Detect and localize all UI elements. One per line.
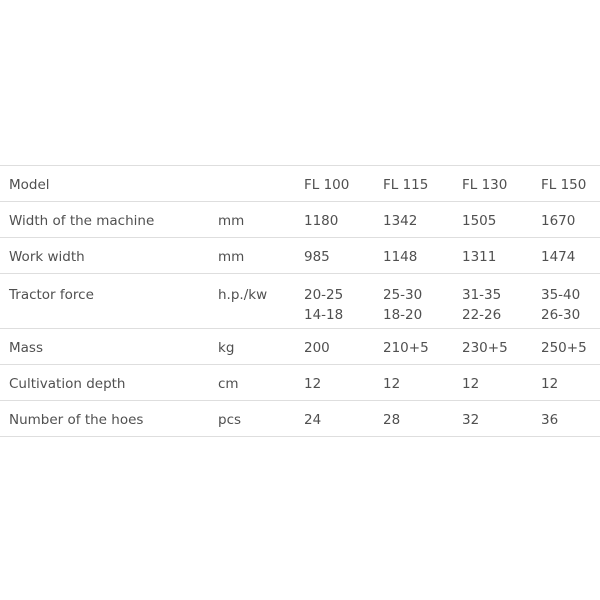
header-model-cell xyxy=(383,166,462,202)
row-label-cell xyxy=(0,274,218,329)
row-value-cell xyxy=(462,329,541,365)
row-value-cell xyxy=(304,365,383,401)
row-label: Work width xyxy=(9,249,85,265)
row-unit: h.p./kw xyxy=(218,287,268,303)
row-unit: pcs xyxy=(218,412,242,428)
row-unit-cell xyxy=(218,329,304,365)
row-value-kw: 26-30 xyxy=(541,307,581,323)
row-value-cell xyxy=(383,365,462,401)
header-unit xyxy=(218,166,304,177)
row-label: Mass xyxy=(9,340,43,356)
row-value-cell xyxy=(541,401,600,437)
row-value: 250+5 xyxy=(541,340,587,356)
table-header-row xyxy=(0,166,600,202)
row-value: 12 xyxy=(462,376,480,392)
row-unit: mm xyxy=(218,213,245,229)
row-value-kw: 14-18 xyxy=(304,307,344,323)
header-model: FL 115 xyxy=(383,177,429,193)
row-value: 230+5 xyxy=(462,340,508,356)
table-row-cultivation-depth xyxy=(0,365,600,401)
row-unit-cell xyxy=(218,365,304,401)
row-unit-cell xyxy=(218,274,304,329)
table-row-mass xyxy=(0,329,600,365)
row-value: 32 xyxy=(462,412,480,428)
row-value: 12 xyxy=(383,376,401,392)
row-value: 210+5 xyxy=(383,340,429,356)
row-value-cell xyxy=(462,401,541,437)
row-value-cell xyxy=(304,202,383,238)
row-label-cell xyxy=(0,238,218,274)
header-model-cell xyxy=(304,166,383,202)
spec-table xyxy=(0,165,600,437)
header-model: FL 100 xyxy=(304,177,350,193)
row-value: 24 xyxy=(304,412,322,428)
row-label-cell xyxy=(0,329,218,365)
row-value-hp: 31-35 xyxy=(462,287,502,303)
row-value-cell xyxy=(462,238,541,274)
row-unit-cell xyxy=(218,238,304,274)
row-value-cell xyxy=(304,401,383,437)
row-value: 28 xyxy=(383,412,401,428)
row-label-cell xyxy=(0,202,218,238)
header-model-cell xyxy=(541,166,600,202)
row-value: 1311 xyxy=(462,249,497,265)
row-value: 1148 xyxy=(383,249,418,265)
row-value-cell xyxy=(383,329,462,365)
row-value-cell xyxy=(304,274,383,329)
row-value: 1342 xyxy=(383,213,418,229)
header-label-cell xyxy=(0,166,218,202)
row-value: 200 xyxy=(304,340,330,356)
row-unit: cm xyxy=(218,376,239,392)
row-value-cell xyxy=(541,202,600,238)
row-value: 36 xyxy=(541,412,559,428)
row-value-kw: 22-26 xyxy=(462,307,502,323)
row-unit-cell xyxy=(218,202,304,238)
row-value-cell xyxy=(462,202,541,238)
row-value-hp: 35-40 xyxy=(541,287,581,303)
row-value-cell xyxy=(462,274,541,329)
row-value-cell xyxy=(383,401,462,437)
header-model: FL 150 xyxy=(541,177,587,193)
header-model: FL 130 xyxy=(462,177,508,193)
row-value: 985 xyxy=(304,249,330,265)
row-label: Width of the machine xyxy=(9,213,155,229)
row-value-kw: 18-20 xyxy=(383,307,423,323)
row-value: 1180 xyxy=(304,213,339,229)
header-model-cell xyxy=(462,166,541,202)
row-label-cell xyxy=(0,365,218,401)
row-unit: mm xyxy=(218,249,245,265)
row-label: Number of the hoes xyxy=(9,412,144,428)
row-value-cell xyxy=(383,202,462,238)
row-value: 12 xyxy=(541,376,559,392)
row-unit: kg xyxy=(218,340,235,356)
row-value-hp: 25-30 xyxy=(383,287,423,303)
header-unit-cell xyxy=(218,166,304,202)
row-value-cell xyxy=(383,274,462,329)
row-value: 12 xyxy=(304,376,322,392)
header-label: Model xyxy=(9,177,50,193)
row-label: Cultivation depth xyxy=(9,376,126,392)
row-value-cell xyxy=(304,329,383,365)
row-label-cell xyxy=(0,401,218,437)
row-label: Tractor force xyxy=(9,287,94,303)
row-value-cell xyxy=(541,274,600,329)
row-value: 1670 xyxy=(541,213,576,229)
row-value-cell xyxy=(383,238,462,274)
row-unit-cell xyxy=(218,401,304,437)
row-value-cell xyxy=(462,365,541,401)
row-value-hp: 20-25 xyxy=(304,287,344,303)
row-value-cell xyxy=(304,238,383,274)
table-row-tractor-force xyxy=(0,274,600,329)
row-value: 1474 xyxy=(541,249,576,265)
table-row-work-width xyxy=(0,238,600,274)
table-row-width-of-machine xyxy=(0,202,600,238)
row-value-cell xyxy=(541,238,600,274)
row-value-cell xyxy=(541,365,600,401)
table-row-number-of-hoes xyxy=(0,401,600,437)
row-value-cell xyxy=(541,329,600,365)
row-value: 1505 xyxy=(462,213,497,229)
